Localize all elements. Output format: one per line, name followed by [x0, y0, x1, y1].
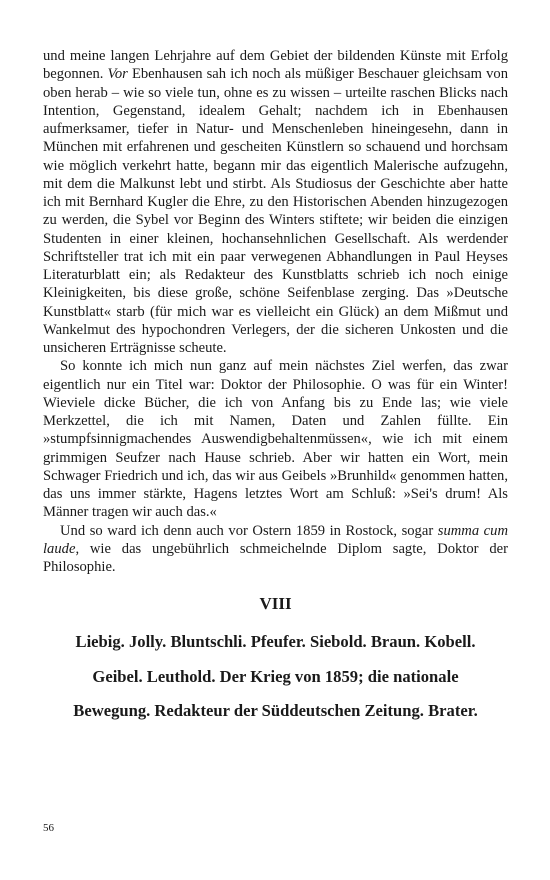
emphasis-text: Vor [107, 66, 128, 83]
chapter-heading [43, 625, 508, 729]
page-number: 56 [43, 822, 54, 834]
chapter-heading-line-1: Liebig. Jolly. Bluntschli. Pfeufer. Siebold. Braun. Kobell. [75, 632, 476, 651]
text-run: und meine langen Lehrjahre auf dem Gebiet der bildenden Künste mit Erfolg begonnen. [43, 48, 508, 83]
body-text [43, 47, 508, 576]
emphasis-text: summa cum laude [43, 522, 508, 557]
paragraph-3 [43, 522, 508, 577]
chapter-heading-line-2: Geibel. Leuthold. Der Krieg von 1859; die nationale [92, 666, 459, 686]
chapter-heading-line-3: Bewegung. Redakteur der Süddeutschen Zeitung. Brater. [73, 701, 478, 720]
text-run: Und so ward ich denn auch vor Ostern 1859 in Rostock, sogar [60, 522, 438, 539]
text-run: , wie das ungebührlich schmeichelnde Diplom sagte, Doktor der Philosophie. [43, 540, 508, 575]
paragraph-2 [43, 357, 508, 521]
text-run: So konnte ich mich nun ganz auf mein nächstes Ziel werfen, das zwar eigentlich nur ein Titel war: Doktor der Philosophie. O was für ein Winter! Wieviele dicke Bücher, die ich von Anfang bis zu Ende las; wie viele Merkzettel, die ich mit Namen, Daten und Zahlen füllte. Ein »stumpfsinnigmachendes Auswendigbehaltenmüssen«, wie ich mit einem grimmigen Seufzer nach Hause schrieb. Aber wir hatten ein Wort, mein Schwager Friedrich und ich, das wir aus Geibels »Brunhild« genommen hatten, das uns immer stärkte, Hagens letztes Wort am Schluß: »Sei's drum! Als Männer tragen wir auch das.« [43, 358, 508, 521]
text-run: Ebenhausen sah ich noch als müßiger Beschauer gleichsam von oben herab – wie so viele tun, ohne es zu wissen – urteilte raschen Blicks nach Intention, Gegenstand, idealem Gehalt; nachdem ich in Ebenhausen aufmerksamer, tiefer in Natur- und Menschenleben hineingesehn, dann in München mit erfahrenen und gescheiten Künstlern so schauend und horchsam wie möglich verkehrt hatte, begann mir das eigentlich Malerische aufzugehn, mit dem die Malkunst lebt und stirbt. Als Studiosus der Geschichte aber hatte ich mit Bernhard Kugler die Ehre, zu den Historischen Abenden hinzugezogen zu werden, die Sybel vor Beginn des Winters stiftete; wir beiden die einzigen Studenten in einer kleinen, hochansehnlichen Gesellschaft. Als werdender Schriftsteller trat ich mit ein paar verwegenen Abhandlungen in Paul Heyses Literaturblatt ein; als Redakteur des Kunstblatts schrieb ich noch einige Kleinigkeiten, bis diese große, schöne Seifenblase zerging. Das »Deutsche Kunstblatt« starb (für mich war es vielleicht ein Glück) an dem Mißmut und Wankelmut des hypochondren Verlegers, der die sicheren Unkosten und die unsicheren Erträgnisse scheute. [43, 66, 508, 356]
chapter-number: VIII [259, 594, 292, 613]
paragraph-1 [43, 47, 508, 357]
